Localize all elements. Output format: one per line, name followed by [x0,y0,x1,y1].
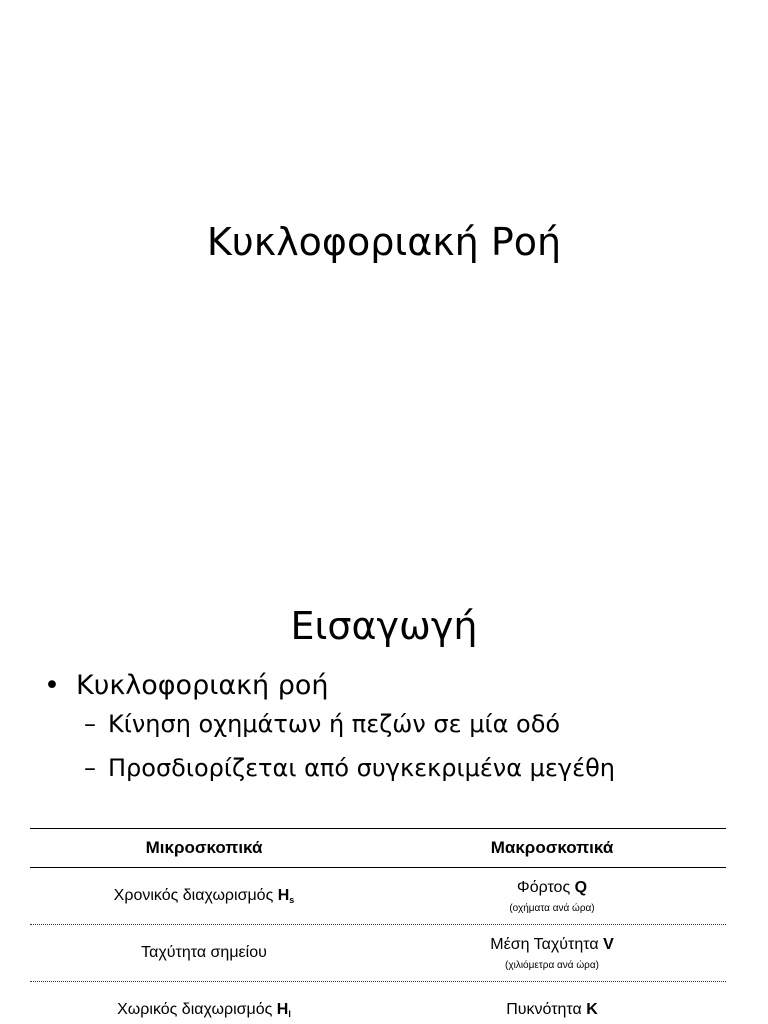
table-row [30,982,726,1024]
macroscopic-cell [378,936,726,971]
table-row [30,925,726,982]
cell-text: Χρονικός διαχωρισμός [113,887,278,904]
sub-bullet-item [44,752,615,796]
cell-symbol: K [586,1001,598,1018]
cell-unit: (χιλιόμετρα ανά ώρα) [505,959,599,971]
sub-bullet-marker: – [84,710,96,738]
microscopic-cell [30,887,378,905]
bullet-marker: • [44,670,60,701]
slide-title: Κυκλοφοριακή Ροή [206,220,562,264]
table-row [30,868,726,925]
bullet-text: Κυκλοφοριακή ροή [76,670,329,701]
table-header-row [30,829,726,868]
cell-text: Μέση Ταχύτητα [490,935,604,953]
cell-symbol: H [277,887,290,904]
macroscopic-cell [378,1001,726,1019]
cell-subscript: s [289,895,295,905]
microscopic-cell [30,944,378,962]
cell-symbol: V [603,935,614,953]
quantities-table [30,828,726,1024]
intro-slide [0,576,768,1024]
header-macroscopic: Μακροσκοπικά [490,838,614,857]
cell-text: Φόρτος [516,878,575,896]
sub-bullet-item [44,708,615,752]
cell-subscript: l [288,1009,291,1019]
cell-symbol: Q [574,878,588,896]
macroscopic-cell [378,879,726,914]
cell-text: Χωρικός διαχωρισμός [117,1001,277,1018]
cell-text: Ταχύτητα σημείου [141,944,267,961]
cell-text: Πυκνότητα [506,1001,587,1018]
slide-title: Εισαγωγή [290,604,478,648]
sub-bullet-text: Κίνηση οχημάτων ή πεζών σε μία οδό [108,710,561,738]
bullet-list [44,668,615,796]
cell-unit: (οχήματα ανά ώρα) [509,902,595,914]
cell-symbol: H [276,1001,289,1018]
sub-bullet-marker: – [84,754,96,782]
bullet-item [44,668,615,708]
microscopic-cell [30,1001,378,1019]
header-microscopic: Μικροσκοπικά [145,838,263,857]
sub-bullet-text: Προσδιορίζεται από συγκεκριμένα μεγέθη [108,754,615,782]
